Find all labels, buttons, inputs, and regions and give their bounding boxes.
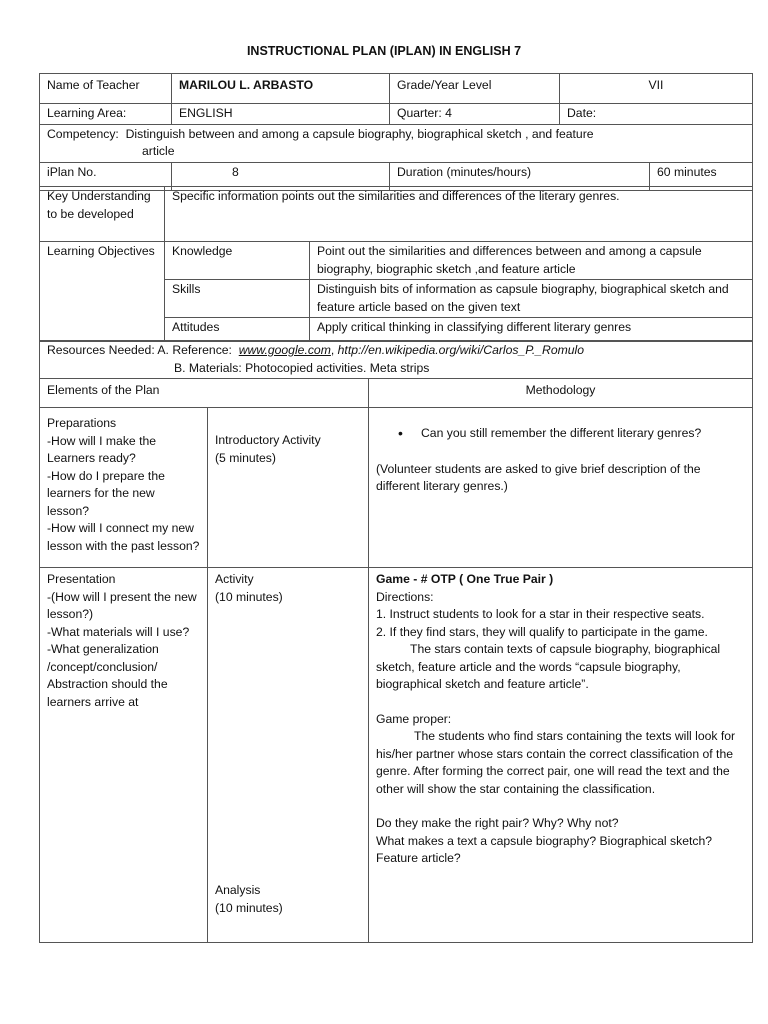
game-title: Game - # OTP ( One True Pair )	[376, 572, 554, 586]
duration-value: 60 minutes	[650, 162, 753, 190]
step-2: 2. If they find stars, they will qualify to participate in the game.	[376, 624, 708, 639]
game-proper-label: Game proper:	[376, 711, 452, 726]
methodology-header: Methodology	[369, 379, 753, 408]
page-title: INSTRUCTIONAL PLAN (IPLAN) IN ENGLISH 7	[246, 44, 522, 58]
competency-text: Distinguish between and among a capsule biography, biographical sketch , and feature	[125, 126, 594, 141]
key-understanding-text: Specific information points out the similarities and differences of the literary genres.	[165, 187, 753, 242]
preparations-cell: Preparations -How will I make the Learners ready? -How do I prepare the learners for the new lesson? -How will I connect my new lesson with the past lesson?	[40, 408, 208, 568]
duration-label: Duration (minutes/hours)	[390, 162, 650, 190]
analysis-question-2: What makes a text a capsule biography? Biographical sketch? Feature article?	[376, 833, 713, 865]
reference-link-google[interactable]: www.google.com	[238, 343, 331, 357]
activity-name: Activity	[215, 572, 254, 586]
analysis-time: (10 minutes)	[215, 900, 283, 915]
iplan-value: 8	[172, 162, 390, 190]
competency-text-cont: article	[142, 144, 175, 158]
area-value: ENGLISH	[172, 104, 390, 125]
skills-text: Distinguish bits of information as capsule biography, biographical sketch and feature article based on the given text	[310, 280, 753, 318]
analysis-question-1: Do they make the right pair? Why? Why not?	[376, 816, 619, 830]
intro-activity-time: (5 minutes)	[215, 450, 276, 465]
intro-note: (Volunteer students are asked to give brief description of the different literary genres.)	[376, 461, 701, 493]
iplan-label: iPlan No.	[40, 162, 172, 190]
activity-time: (10 minutes)	[215, 589, 283, 604]
competency-cell	[40, 124, 753, 162]
teacher-label: Name of Teacher	[40, 74, 172, 104]
intro-activity-name: Introductory Activity	[215, 433, 321, 447]
objectives-table	[39, 186, 753, 342]
elements-header: Elements of the Plan	[40, 379, 369, 408]
stars-text: The stars contain texts of capsule biography, biographical sketch, feature article and the words “capsule biography, biographical sketch and feature article”.	[376, 642, 721, 691]
date-label: Date:	[560, 104, 753, 125]
activity-cell	[208, 568, 369, 943]
plan-table	[39, 340, 753, 943]
skills-label: Skills	[165, 280, 310, 318]
objectives-label: Learning Objectives	[40, 242, 165, 342]
presentation-cell: Presentation -(How will I present the new lesson?) -What materials will I use? -What generalization /concept/conclusion/ Abstraction should the learners arrive at	[40, 568, 208, 943]
header-table	[39, 73, 753, 191]
attitudes-label: Attitudes	[165, 318, 310, 342]
knowledge-text: Point out the similarities and differences between and among a capsule biography, biographic sketch ,and feature article	[310, 242, 753, 280]
quarter-label: Quarter: 4	[390, 104, 560, 125]
attitudes-text: Apply critical thinking in classifying different literary genres	[310, 318, 753, 342]
materials-text: B. Materials: Photocopied activities. Meta strips	[174, 360, 430, 375]
area-label: Learning Area:	[40, 104, 172, 125]
resources-cell: Resources Needed: A. Reference: www.google.com, http://en.wikipedia.org/wiki/Carlos_P._Romulo B. Materials: Photocopied activities. Meta strips	[40, 341, 753, 379]
intro-activity-cell	[208, 408, 369, 568]
teacher-value: MARILOU L. ARBASTO	[172, 74, 390, 104]
grade-label: Grade/Year Level	[390, 74, 560, 104]
intro-methodology-cell	[369, 408, 753, 568]
knowledge-label: Knowledge	[165, 242, 310, 280]
grade-value: VII	[560, 74, 753, 104]
resources-label: Resources Needed: A. Reference:	[47, 343, 232, 357]
analysis-name: Analysis	[215, 883, 261, 897]
activity-methodology-cell	[369, 568, 753, 943]
bullet-icon: •	[398, 425, 403, 441]
presentation-title: Presentation	[47, 572, 116, 586]
directions-label: Directions:	[376, 589, 434, 604]
reference-link-wikipedia[interactable]: http://en.wikipedia.org/wiki/Carlos_P._Romulo	[337, 343, 585, 357]
key-understanding-label: Key Understanding to be developed	[40, 187, 165, 242]
game-proper-text: The students who find stars containing the texts will look for his/her partner whose stars contain the correct classification of the genre. After forming the correct pair, one will read the text and the other will show the star containing the classification.	[376, 729, 736, 796]
preparations-title: Preparations	[47, 416, 117, 430]
competency-label: Competency:	[47, 126, 119, 141]
intro-question: Can you still remember the different literary genres?	[421, 426, 702, 440]
step-1: 1. Instruct students to look for a star in their respective seats.	[376, 607, 705, 621]
